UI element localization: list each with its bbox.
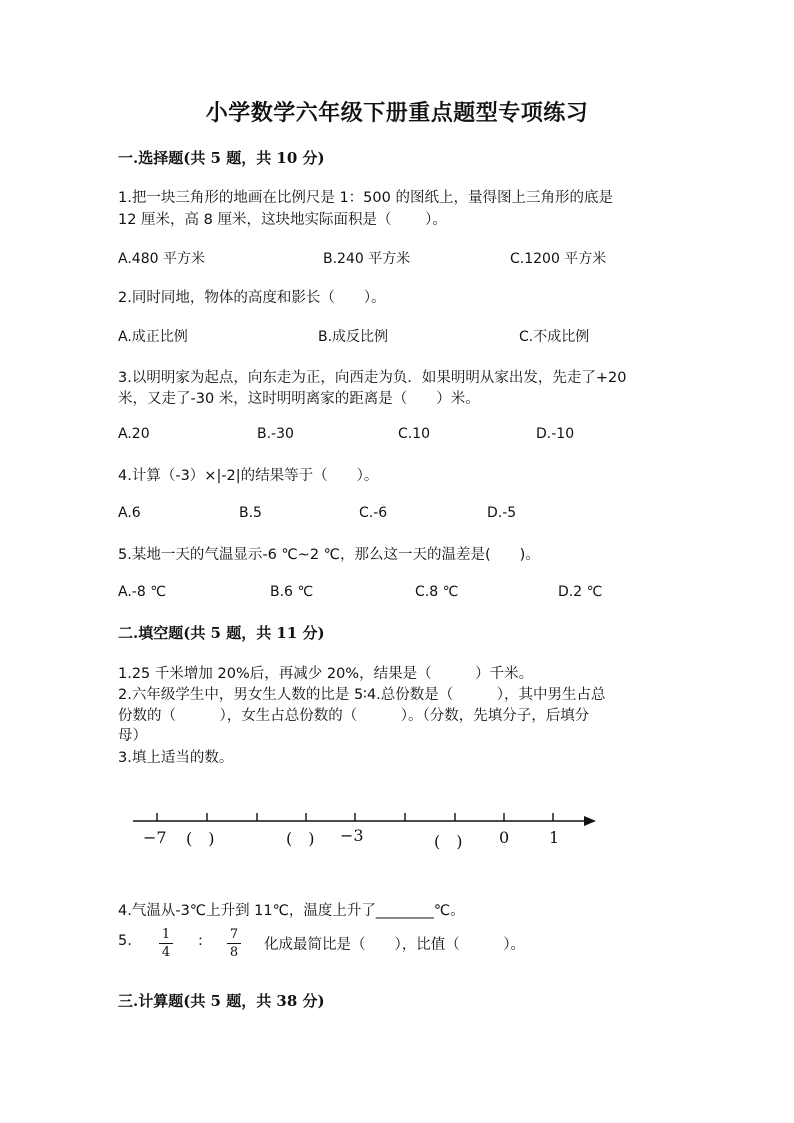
- q3-option-a: A.20: [118, 426, 150, 442]
- q3-option-d: D.-10: [536, 426, 575, 442]
- q3-option-c: C.10: [398, 426, 431, 442]
- q4-option-d: D.-5: [487, 505, 517, 521]
- fraction-seven-eighths: [225, 926, 243, 961]
- q5-option-a: A.-8 ℃: [118, 584, 166, 600]
- fraction-denominator: 8: [229, 945, 239, 960]
- fraction-denominator: 4: [161, 945, 171, 960]
- number-line-blank-1: ( ): [186, 829, 215, 848]
- number-line-blank-3: ( ): [434, 832, 463, 851]
- number-line-blank-2: ( ): [286, 829, 315, 848]
- number-line-label-neg7: −7: [143, 828, 167, 847]
- q1-option-a: A.480 平方米: [118, 251, 205, 267]
- ratio-colon: :: [198, 933, 203, 949]
- number-line-label-neg3: −3: [340, 826, 364, 845]
- q2-option-a: A.成正比例: [118, 329, 188, 345]
- fill-q5-number: 5.: [118, 933, 132, 949]
- section-2-heading: 二.填空题(共 5 题，共 11 分): [118, 624, 325, 642]
- q1-option-c: C.1200 平方米: [510, 251, 607, 267]
- fill-q5-text: 化成最简比是（ ），比值（ ）。: [264, 937, 525, 953]
- fill-q4: 4.气温从-3℃上升到 11℃，温度上升了________℃。: [118, 903, 465, 919]
- fill-q3: 3.填上适当的数。: [118, 750, 234, 766]
- q1-line-2: 12 厘米，高 8 厘米，这块地实际面积是（ ）。: [118, 212, 447, 228]
- fill-q2-line-1: 2.六年级学生中，男女生人数的比是 5∶4.总份数是（ ），其中男生占总: [118, 687, 606, 703]
- q2-option-c: C.不成比例: [519, 329, 590, 345]
- q4-option-a: A.6: [118, 505, 141, 521]
- q1-line-1: 1.把一块三角形的地画在比例尺是 1：500 的图纸上，量得图上三角形的底是: [118, 190, 613, 206]
- q4-option-c: C.-6: [359, 505, 388, 521]
- fill-q2-line-3: 母）: [118, 728, 147, 744]
- q5-option-b: B.6 ℃: [270, 584, 314, 600]
- q1-option-b: B.240 平方米: [323, 251, 411, 267]
- q4-line-1: 4.计算（-3）×|-2|的结果等于（ ）。: [118, 468, 379, 484]
- q2-option-b: B.成反比例: [318, 329, 389, 345]
- q2-line-1: 2.同时同地，物体的高度和影长（ ）。: [118, 290, 386, 306]
- number-line-label-0: 0: [499, 828, 510, 847]
- q5-option-d: D.2 ℃: [558, 584, 603, 600]
- q3-option-b: B.-30: [257, 426, 294, 442]
- q3-line-2: 米，又走了-30 米，这时明明离家的距离是（ ）米。: [118, 391, 480, 407]
- section-3-heading: 三.计算题(共 5 题，共 38 分): [118, 992, 325, 1010]
- number-line-label-1: 1: [549, 828, 560, 847]
- fraction-numerator: 1: [161, 927, 171, 942]
- q5-option-c: C.8 ℃: [415, 584, 459, 600]
- fraction-numerator: 7: [229, 927, 239, 942]
- section-1-heading: 一.选择题(共 5 题，共 10 分): [118, 149, 325, 167]
- number-line-arrow: [584, 816, 596, 826]
- q5-line-1: 5.某地一天的气温显示-6 ℃~2 ℃，那么这一天的温差是( )。: [118, 547, 540, 563]
- page-title: 小学数学六年级下册重点题型专项练习: [205, 100, 589, 126]
- fraction-one-quarter: [157, 926, 175, 961]
- q4-option-b: B.5: [239, 505, 262, 521]
- q3-line-1: 3.以明明家为起点，向东走为正，向西走为负．如果明明从家出发，先走了+20: [118, 370, 627, 386]
- fill-q1: 1.25 千米增加 20%后，再减少 20%，结果是（ ）千米。: [118, 666, 534, 682]
- fill-q2-line-2: 份数的（ ），女生占总份数的（ ）。（分数，先填分子，后填分: [118, 708, 590, 724]
